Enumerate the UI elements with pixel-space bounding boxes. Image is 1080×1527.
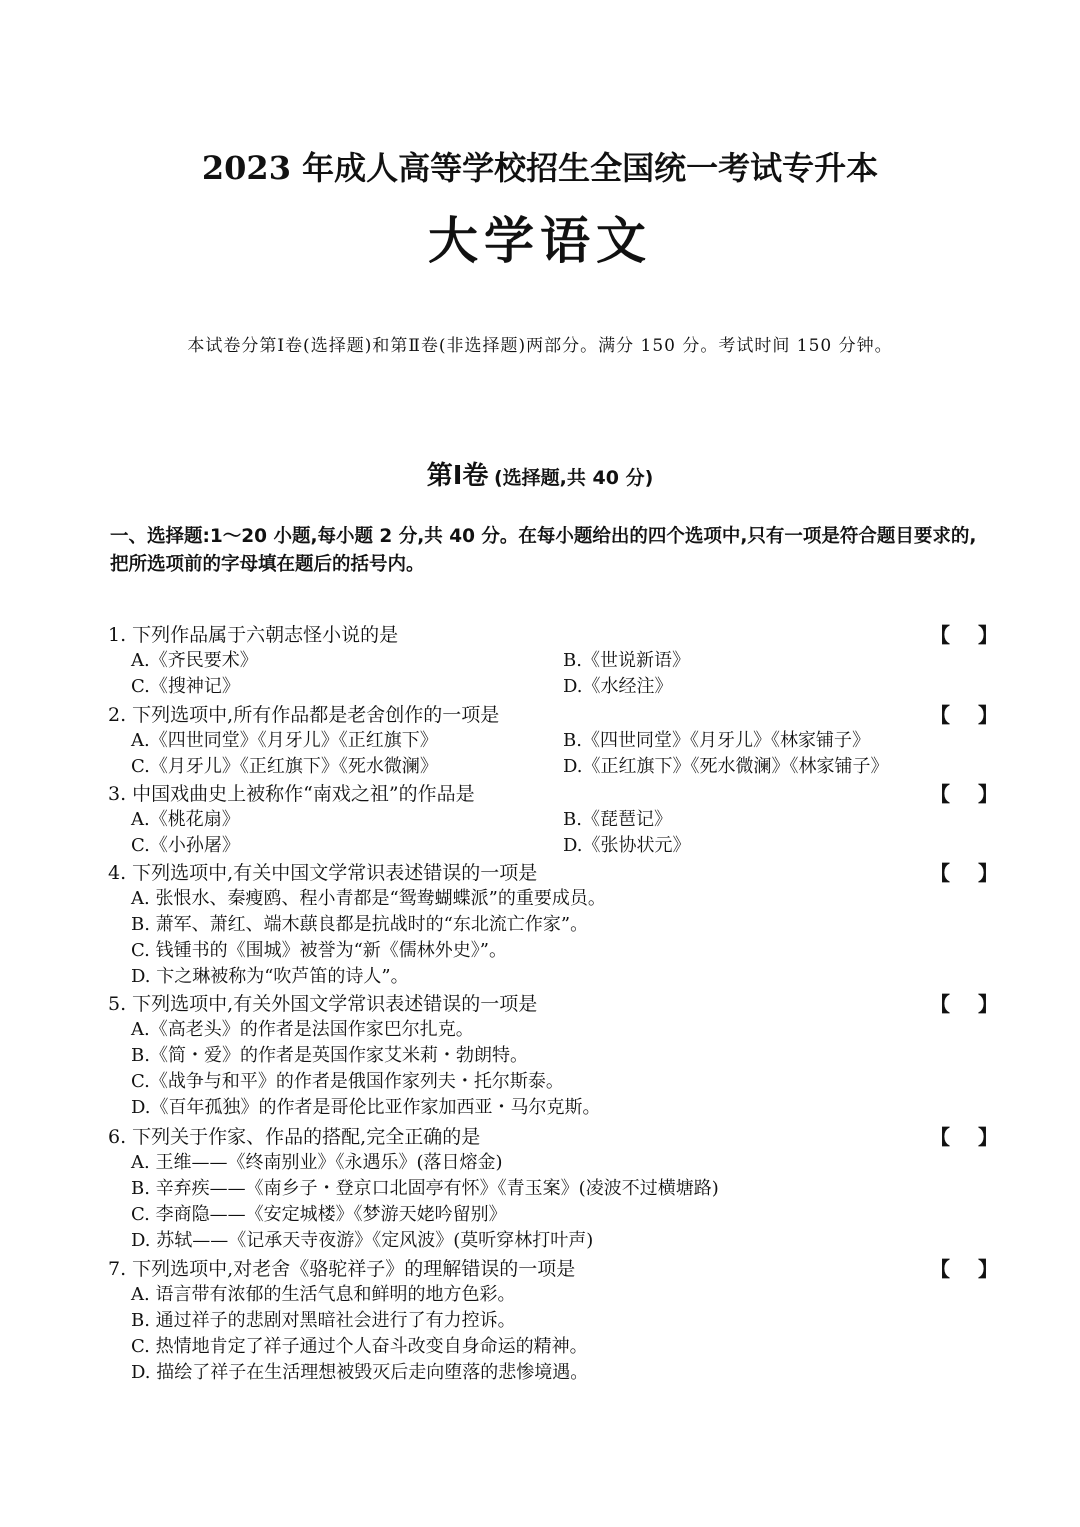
question-3-option-d: D.《张协状元》: [563, 835, 691, 856]
question-3-stem: 3. 中国戏曲史上被称作“南戏之祖”的作品是: [108, 783, 475, 805]
question-7-option-d: D. 描绘了祥子在生活理想被毁灭后走向堕落的悲惨境遇。: [131, 1362, 589, 1383]
question-1-option-c: C.《搜神记》: [131, 676, 240, 697]
question-4-option-a: A. 张恨水、秦瘦鸥、程小青都是“鸳鸯蝴蝶派”的重要成员。: [131, 888, 606, 909]
question-4-stem: 4. 下列选项中,有关中国文学常识表述错误的一项是: [108, 862, 538, 884]
question-7-option-b: B. 通过祥子的悲剧对黑暗社会进行了有力控诉。: [131, 1310, 516, 1331]
question-1-option-d: D.《水经注》: [563, 676, 673, 697]
question-7-option-a: A. 语言带有浓郁的生活气息和鲜明的地方色彩。: [131, 1284, 516, 1305]
question-5-option-c: C.《战争与和平》的作者是俄国作家列夫・托尔斯泰。: [131, 1071, 564, 1092]
question-7-option-c: C. 热情地肯定了祥子通过个人奋斗改变自身命运的精神。: [131, 1336, 588, 1357]
question-2-option-a: A.《四世同堂》《月牙儿》《正红旗下》: [131, 730, 438, 751]
question-6-option-b: B. 辛弃疾——《南乡子・登京口北固亭有怀》《青玉案》(凌波不过横塘路): [131, 1178, 719, 1199]
question-3-option-b: B.《琵琶记》: [563, 809, 672, 830]
question-2-option-c: C.《月牙儿》《正红旗下》《死水微澜》: [131, 756, 438, 777]
question-6-option-a: A. 王维——《终南别业》《永遇乐》(落日熔金): [131, 1152, 503, 1173]
question-4-option-c: C. 钱锺书的《围城》被誉为“新《儒林外史》”。: [131, 940, 507, 961]
question-5-option-b: B.《简・爱》的作者是英国作家艾米莉・勃朗特。: [131, 1045, 528, 1066]
question-4-option-b: B. 萧军、萧红、端木蕻良都是抗战时的“东北流亡作家”。: [131, 914, 589, 935]
question-1-option-a: A.《齐民要术》: [131, 650, 258, 671]
question-5-option-a: A.《高老头》的作者是法国作家巴尔扎克。: [131, 1019, 474, 1040]
question-5-option-d: D.《百年孤独》的作者是哥伦比亚作家加西亚・马尔克斯。: [131, 1097, 601, 1118]
exam-title: 2023 年成人高等学校招生全国统一考试专升本: [201, 149, 879, 187]
question-1-stem: 1. 下列作品属于六朝志怪小说的是: [108, 624, 399, 646]
question-3-option-a: A.《桃花扇》: [131, 809, 240, 830]
exam-intro-note: 本试卷分第Ⅰ卷(选择题)和第Ⅱ卷(非选择题)两部分。满分 150 分。考试时间 150 分钟。: [187, 336, 893, 356]
question-2-stem: 2. 下列选项中,所有作品都是老舍创作的一项是: [108, 704, 500, 726]
question-4-option-d: D. 卞之琳被称为“吹芦笛的诗人”。: [131, 966, 409, 987]
question-2-option-d: D.《正红旗下》《死水微澜》《林家铺子》: [563, 756, 889, 777]
question-6-stem: 6. 下列关于作家、作品的搭配,完全正确的是: [108, 1126, 481, 1148]
question-5-stem: 5. 下列选项中,有关外国文学常识表述错误的一项是: [108, 993, 538, 1015]
subject-title: 大学语文: [428, 212, 652, 270]
question-6-option-d: D. 苏轼——《记承天寺夜游》《定风波》(莫听穿林打叶声): [131, 1230, 594, 1251]
question-1-option-b: B.《世说新语》: [563, 650, 690, 671]
part-one-heading: [0, 456, 1080, 499]
question-3-option-c: C.《小孙屠》: [131, 835, 240, 856]
part-one-title: 第Ⅰ卷: [426, 461, 489, 491]
question-6-option-c: C. 李商隐——《安定城楼》《梦游天姥吟留别》: [131, 1204, 507, 1225]
part-one-subtitle: (选择题,共 40 分): [494, 467, 654, 489]
question-2-option-b: B.《四世同堂》《月牙儿》《林家铺子》: [563, 730, 870, 751]
question-7-stem: 7. 下列选项中,对老舍《骆驼祥子》的理解错误的一项是: [108, 1258, 576, 1280]
section-instructions: 一、选择题:1～20 小题,每小题 2 分,共 40 分。在每小题给出的四个选项中,只有一项是符合题目要求的,把所选项前的字母填在题后的括号内。: [110, 526, 977, 575]
